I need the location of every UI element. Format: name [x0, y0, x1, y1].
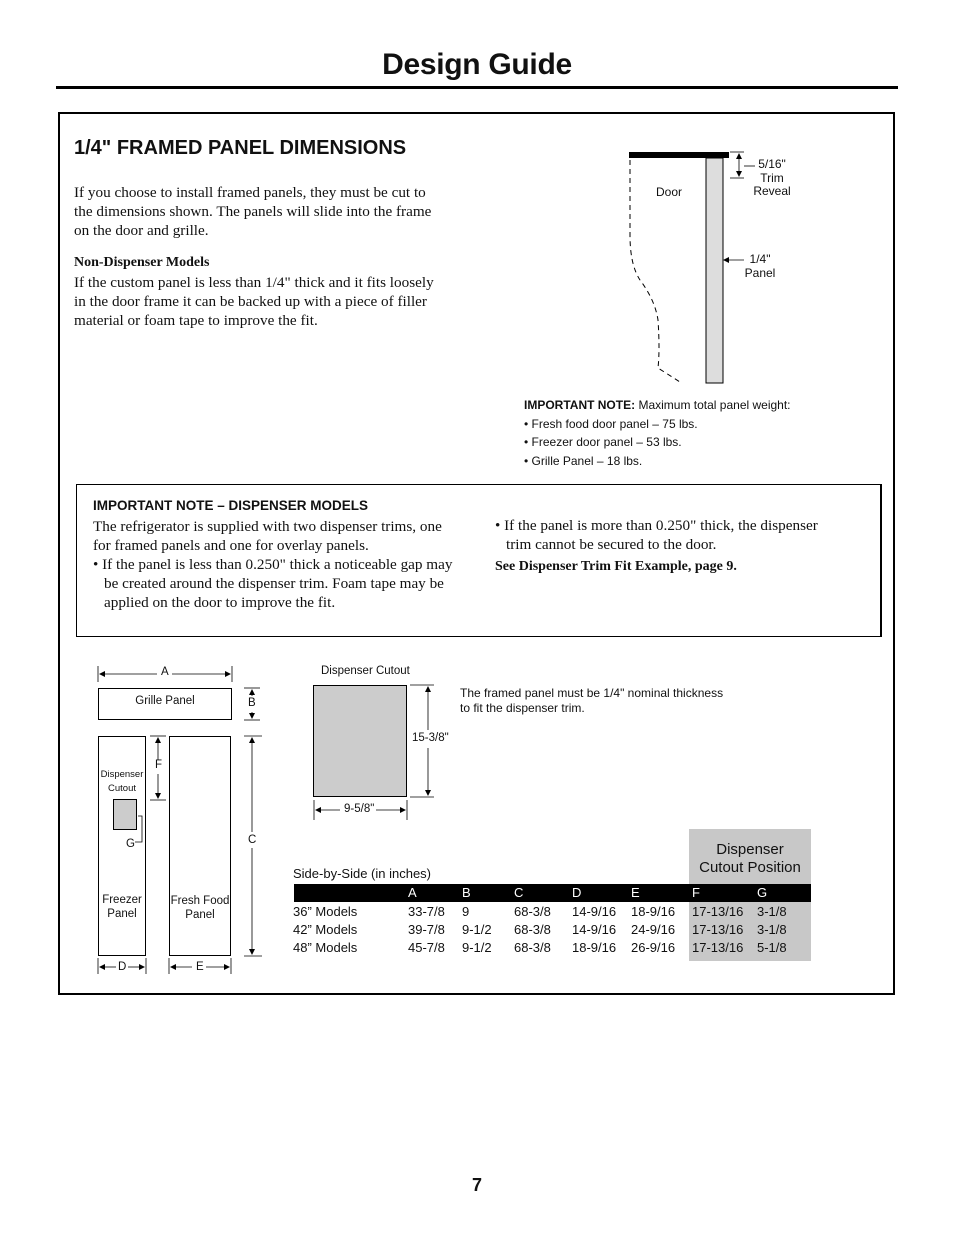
column-header: B [462, 885, 471, 900]
dimension-e-label: E [196, 961, 204, 973]
column-header: D [572, 885, 582, 900]
dimension-a-label: A [161, 666, 169, 678]
cutout-width-label: 9-5/8" [344, 803, 375, 815]
weight-item: • Fresh food door panel – 75 lbs. [524, 416, 698, 431]
dispenser-note-bullet: • If the panel is more than 0.250" thick, the dispenser trim cannot be secured to the door. [495, 517, 818, 553]
cutout-note: The framed panel must be 1/4" nominal thickness to fit the dispenser trim. [460, 686, 724, 715]
dimension-c-label: C [248, 834, 257, 846]
section-title: 1/4" FRAMED PANEL DIMENSIONS [74, 137, 407, 159]
dimension-g-label: G [126, 838, 135, 850]
fresh-food-panel-label: Fresh Food Panel [170, 895, 230, 921]
dispenser-note-heading: IMPORTANT NOTE – DISPENSER MODELS [93, 498, 369, 513]
dispenser-note-reference: See Dispenser Trim Fit Example, page 9. [495, 559, 737, 574]
column-header: F [692, 885, 700, 900]
freezer-panel-label: Freezer Panel [102, 894, 142, 920]
non-dispenser-text: If the custom panel is less than 1/4" thick and it fits loosely in the door frame it can be backed up with a piece of filler material or foam tape to improve the fit. [74, 274, 434, 329]
table-caption: Side-by-Side (in inches) [293, 866, 432, 881]
dispenser-cutout-label: Dispenser Cutout [100, 769, 144, 794]
dispenser-note-text: The refrigerator is supplied with two dispenser trims, one for framed panels and one for overlay panels. [93, 518, 442, 554]
column-header: G [757, 885, 768, 900]
fresh-food-panel-box [169, 736, 231, 956]
grille-panel-label: Grille Panel [135, 695, 195, 707]
weight-item: • Grille Panel – 18 lbs. [524, 453, 643, 468]
panel-thickness-label: 1/4" Panel [744, 252, 776, 280]
dimension-d-label: D [118, 961, 127, 973]
weight-item: • Freezer door panel – 53 lbs. [524, 435, 682, 449]
door-label: Door [656, 185, 683, 199]
dispenser-cutout-marker [113, 799, 137, 830]
weight-note [524, 396, 791, 470]
trim-reveal-label: 5/16" Trim Reveal [753, 157, 791, 198]
non-dispenser-heading: Non-Dispenser Models [74, 255, 210, 270]
dimension-f-label: F [155, 759, 163, 771]
dimension-b-label: B [248, 697, 256, 709]
panel-section [706, 158, 723, 383]
cutout-title: Dispenser Cutout [321, 665, 410, 677]
door-section-diagram [600, 140, 840, 390]
page-number: 7 [471, 1175, 482, 1195]
header-rule [56, 86, 898, 89]
weight-note-text: Maximum total panel weight: [635, 398, 791, 412]
trim-bar [629, 152, 729, 158]
intro-text: If you choose to install framed panels, they must be cut to the dimensions shown. The panels will slide into the frame on the door and grille. [74, 184, 432, 239]
table-header [294, 884, 811, 902]
cutout-dimensions [310, 680, 440, 825]
column-header: C [514, 885, 524, 900]
column-header: A [408, 885, 417, 900]
page-title: Design Guide [382, 48, 572, 81]
dispenser-note-bullet: • If the panel is less than 0.250" thick a noticeable gap may be created around the dispenser trim. Foam tape may be applied on the door to improve the fit. [93, 556, 453, 611]
weight-note-heading: IMPORTANT NOTE: [524, 398, 636, 412]
column-header: E [631, 885, 640, 900]
dispenser-note-left [93, 517, 463, 612]
dispenser-position-label: Dispenser Cutout Position [699, 841, 801, 876]
cutout-height-label: 15-3/8" [412, 732, 449, 744]
